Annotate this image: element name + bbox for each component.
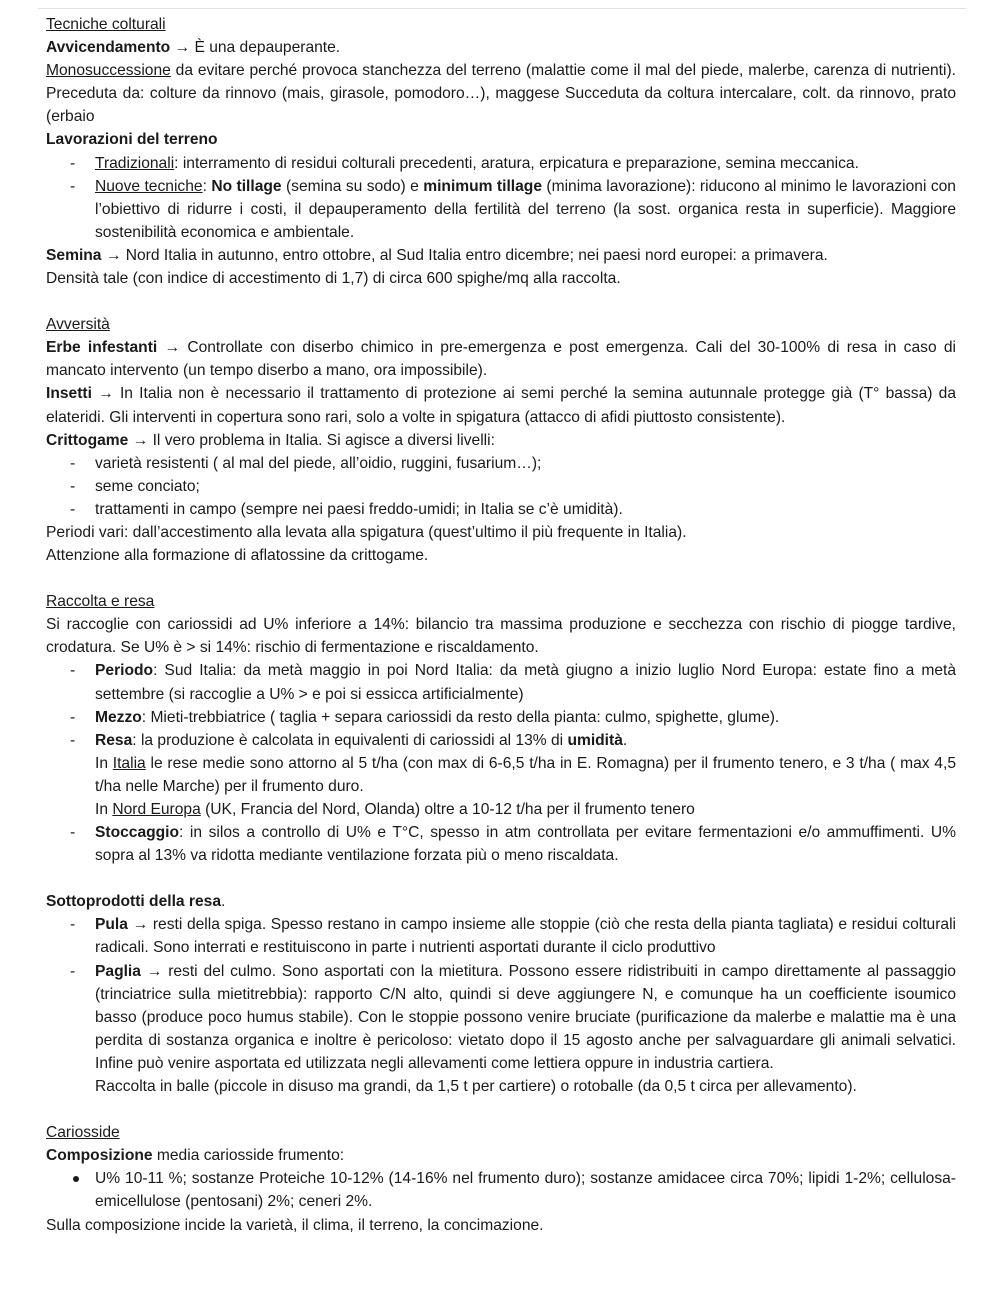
section-title-raccolta: Raccolta e resa (46, 593, 155, 611)
raccolta-list (46, 659, 956, 867)
avvicendamento-label: Avvicendamento → (46, 39, 191, 57)
composizione-list (46, 1167, 956, 1213)
insetti-paragraph (46, 382, 956, 428)
list-item: U% 10-11 %; sostanze Proteiche 10-12% (14-16% nel frumento duro); sostanze amidacee circa 70%; lipidi 1-2%; cellulosa-emicellulose (pentosani) 2%; ceneri 2%. (46, 1167, 956, 1213)
paglia-paragraph (95, 960, 956, 1075)
pula-text: resti della spiga. Spesso restano in campo insieme alle stoppie (ciò che resta della pianta tagliata) e residui colturali radicali. Sono interrati e restituiscono in parte i nutrienti asportati durante il ciclo produttivo (95, 916, 957, 957)
sottoprodotti-title-end: . (221, 893, 226, 911)
section-title-sottoprodotti (46, 890, 956, 913)
resa-italia (95, 752, 956, 798)
mezzo-text: : Mieti-trebbiatrice ( taglia + separa cariossidi da resto della pianta: culmo, spighette, glume). (141, 708, 780, 726)
list-item (46, 960, 956, 1099)
nuove-tecniche-text: : (202, 177, 212, 195)
composizione-label: Composizione (46, 1147, 153, 1165)
monosuccessione-paragraph (46, 59, 956, 128)
stoccaggio-text: : in silos a controllo di U% e T°C, spesso in atm controllata per evitare fermentazioni e/o ammuffimenti. U% sopra al 13% va ridotta mediante ventilazione forzata più o meno riscaldata. (95, 824, 956, 865)
lavorazioni-list (46, 152, 956, 244)
document-page (46, 13, 956, 1237)
list-item: - trattamenti in campo (sempre nei paesi freddo-umidi; in Italia se c’è umidità). (46, 498, 956, 521)
sottoprodotti-list (46, 913, 956, 1098)
list-item (46, 659, 956, 705)
resa-text-end: . (622, 731, 628, 749)
resa-nord-europa (95, 798, 956, 821)
crittogame-paragraph (46, 429, 956, 452)
attenzione-paragraph: Attenzione alla formazione di aflatossine da crittogame. (46, 547, 429, 565)
avvicendamento-text: È una depauperante. (190, 39, 341, 57)
paglia-text: resti del culmo. Sono asportati con la mietitura. Possono essere ridistribuiti in campo direttamente al passaggio (trinciatrice sulla mietitrebbia): rapporto C/N alto, quindi si deve aggiungere N, e comunque ha un coefficiente isoumico basso (produce poco humus stabile). Con le stoppie possono venire bruciate (purificazione da malerbe e malattie ma è una perdita di sostanza organica e inoltre è pericoloso: vietato dopo il 15 agosto anche per salvaguardare gli animali selvatici. Infine può venire asportata ed utilizzata negli allevamenti come lettiera oppure in industria cartiera. (95, 962, 956, 1072)
pula-label: Pula → (95, 916, 149, 934)
erbe-infestanti-paragraph (46, 336, 956, 382)
monosuccessione-text: da evitare perché provoca stanchezza del terreno (malattie come il mal del piede, malerbe, carenza di nutrienti). Preceduta da: colture da rinnovo (mais, girasole, pomodoro…), maggese Succeduta da coltura intercalare, colt. da rinnovo, prato (erbaio (46, 62, 956, 126)
umidita-term: umidità (567, 731, 623, 749)
semina-text: → Nord Italia in autunno, entro ottobre, al Sud Italia entro dicembre; nei paesi nord europei: a primavera. (101, 246, 828, 264)
periodo-text: : Sud Italia: da metà maggio in poi Nord Italia: da metà giugno a inizio luglio Nord Europa: estate fino a metà settembre (si raccoglie a U% > e poi si essicca artificialmente) (95, 662, 956, 703)
italia-label: Italia (112, 754, 146, 772)
list-item (46, 152, 956, 175)
nuove-tecniche-text: (minima lavorazione): riducono al minimo le lavorazioni con l’obiettivo di ridurre i costi, il depauperamento della fertilità del terreno (la sost. organica resta in superficie). Maggiore sostenibilità economica e ambientale. (95, 177, 956, 241)
densita-paragraph: Densità tale (con indice di accestimento di 1,7) di circa 600 spighe/mq alla raccolta. (46, 270, 621, 288)
balle-paragraph: Raccolta in balle (piccole in disuso ma grandi, da 1,5 t per cartiere) o rotoballe (da 0,5 t circa per allevamento). (95, 1078, 857, 1096)
nord-europa-label: Nord Europa (112, 801, 201, 818)
erbe-infestanti-label: Erbe infestanti → (46, 339, 181, 357)
section-title-avversita: Avversità (46, 316, 110, 334)
resa-italia-prefix: In (95, 754, 113, 772)
monosuccessione-label: Monosuccessione (46, 62, 171, 80)
resa-ne-prefix: In (95, 801, 113, 818)
semina-label: Semina (46, 246, 102, 264)
resa-line (95, 729, 956, 752)
tradizionali-text: : interramento di residui colturali precedenti, aratura, erpicatura e preparazione, semina meccanica. (174, 154, 859, 172)
avvicendamento-paragraph (46, 36, 956, 59)
crittogame-list (46, 452, 956, 521)
list-item (46, 729, 956, 821)
nuove-tecniche-label: Nuove tecniche (95, 177, 203, 195)
resa-text: : la produzione è calcolata in equivalenti di cariossidi al 13% di (132, 731, 568, 749)
list-item (46, 706, 956, 729)
section-title-tecniche: Tecniche colturali (46, 16, 166, 33)
no-tillage-term: No tillage (211, 177, 282, 195)
lavorazioni-heading: Lavorazioni del terreno (46, 131, 218, 149)
list-item (46, 175, 956, 244)
erbe-infestanti-text: Controllate con diserbo chimico in pre-emergenza e post emergenza. Cali del 30-100% di resa in caso di mancato intervento (un tempo diserbo a mano, ora impossibile). (46, 339, 956, 380)
semina-paragraph (46, 244, 956, 267)
composizione-text: media cariosside frumento: (152, 1147, 345, 1165)
crittogame-label: Crittogame → (46, 431, 149, 449)
mezzo-label: Mezzo (95, 708, 142, 726)
nuove-tecniche-text: (semina su sodo) e (281, 177, 424, 195)
periodi-paragraph: Periodi vari: dall’accestimento alla levata alla spigatura (quest’ultimo il più frequente in Italia). (46, 523, 687, 541)
insetti-label: Insetti → (46, 385, 114, 403)
crittogame-text: Il vero problema in Italia. Si agisce a diversi livelli: (148, 431, 495, 449)
sottoprodotti-title: Sottoprodotti della resa (46, 893, 222, 911)
resa-label: Resa (95, 731, 133, 749)
periodo-label: Periodo (95, 662, 154, 680)
list-item (46, 913, 956, 959)
stoccaggio-label: Stoccaggio (95, 824, 180, 842)
tradizionali-label: Tradizionali (95, 154, 175, 172)
insetti-text: In Italia non è necessario il trattamento di protezione ai semi perché la semina autunnale protegge già (T° bassa) da elateridi. Gli interventi in copertura sono rari, solo a volte in spigatura (attacco di afidi piuttosto consistente). (46, 385, 956, 426)
list-item: - seme conciato; (46, 475, 956, 498)
resa-italia-text: le rese medie sono attorno al 5 t/ha (con max di 6-6,5 t/ha in E. Romagna) per il frumento tenero, e 3 t/ha ( max 4,5 t/ha nelle Marche) per il frumento duro. (95, 754, 956, 795)
composizione-paragraph (46, 1144, 956, 1167)
minimum-tillage-term: minimum tillage (423, 177, 542, 195)
list-item (46, 821, 956, 867)
paglia-label: Paglia → (95, 962, 163, 980)
final-paragraph: Sulla composizione incide la varietà, il clima, il terreno, la concimazione. (46, 1216, 544, 1234)
resa-ne-text: (UK, Francia del Nord, Olanda) oltre a 10-12 t/ha per il frumento tenero (200, 801, 695, 818)
raccolta-intro: Si raccoglie con cariossidi ad U% inferiore a 14%: bilancio tra massima produzione e secchezza con rischio di piogge tardive, crodatura. Se U% è > si 14%: rischio di fermentazione e riscaldamento. (46, 616, 956, 657)
top-divider (38, 8, 966, 9)
list-item: - varietà resistenti ( al mal del piede, all’oidio, ruggini, fusarium…); (46, 452, 956, 475)
section-title-cariosside: Cariosside (46, 1124, 120, 1142)
